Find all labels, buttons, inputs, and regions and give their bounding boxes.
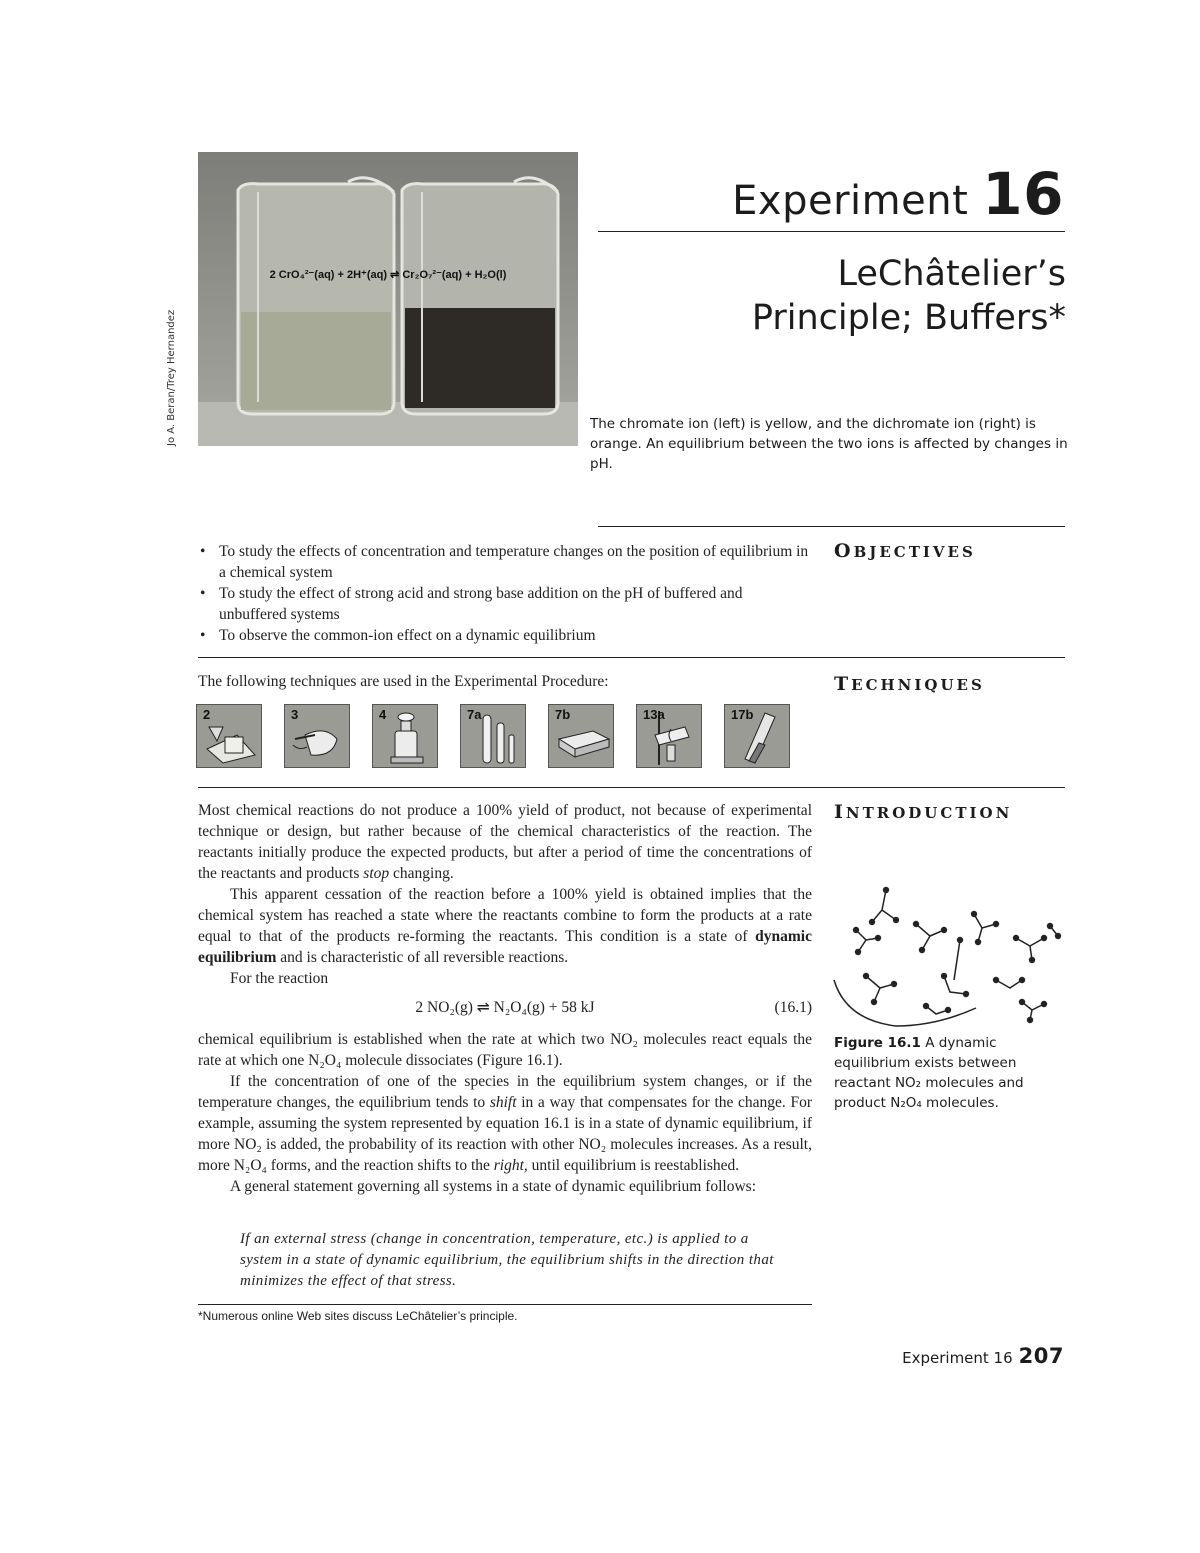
page-title [586,252,1066,340]
introduction-text-continued [198,1029,812,1197]
title-line-2: Principle; Buffers* [751,298,1066,338]
objectives-list [198,541,812,646]
figure-caption [834,1033,1064,1113]
equation: 2 NO₂(g) ⇌ N₂O₄(g) + 58 kJ [415,999,595,1016]
molecule-diagram [826,880,1066,1030]
decant-icon: 3 [284,704,350,768]
list-item: • To study the effects of concentration and temperature changes on the position of equilibrium in a chemical system [198,541,812,583]
techniques-intro: The following techniques are used in the Experimental Procedure: [198,673,609,690]
beakers-photo [198,152,578,446]
experiment-heading [732,160,1064,228]
introduction-heading: INTRODUCTION [834,801,1013,823]
page-footer [902,1344,1064,1368]
ph-paper-icon: 17b [724,704,790,768]
page-number: 207 [1018,1344,1064,1368]
title-line-1: LeChâtelier’s [837,254,1066,294]
lechatelier-principle-statement: If an external stress (change in concentration, temperature, etc.) is applied to a system in a state of dynamic equilibrium, the equilibrium shifts in the direction that minimizes the effect of that stress. [240,1231,774,1289]
techniques-rule [198,657,1065,658]
list-item: • To study the effect of strong acid and strong base addition on the pH of buffered and unbuffered systems [198,583,812,625]
footnote-rule [198,1304,812,1305]
figure-caption-text: A dynamic equilibrium exists between reactant NO₂ molecules and product N₂O₄ molecules. [834,1035,1024,1111]
photo-equation-label: 2 CrO₄²⁻(aq) + 2H⁺(aq) ⇌ Cr₂O₇²⁻(aq) + H₂O(l) [269,269,507,281]
techniques-heading: TECHNIQUES [834,673,985,695]
introduction-rule [198,787,1065,788]
list-item: • To observe the common-ion effect on a dynamic equilibrium [198,625,812,646]
paragraph: Most chemical reactions do not produce a 100% yield of product, not because of experimental technique or design, but rather because of the chemical characteristics of the reaction. The reactants initially produce the expected products, but after a period of time the concentrations of the reactants and products stop changing. [198,802,812,882]
test-tubes-icon: 7a [460,704,526,768]
transfer-solid-icon: 2 [196,704,262,768]
figure-label: Figure 16.1 [834,1035,921,1051]
beakers-illustration [198,152,578,446]
equation-16-1 [198,997,812,1019]
title-rule [598,231,1065,232]
paragraph: For the reaction [230,970,329,987]
heating-icon: 13a [636,704,702,768]
objectives-heading: OBJECTIVES [834,540,976,562]
technique-icons [196,704,816,772]
paragraph: This apparent cessation of the reaction before a 100% yield is obtained implies that the chemical system has reached a state where the reactants combine to form the products at a rate equal to that of the products re-forming the reactants. This condition is a state of dynamic equilibrium and is characteristic of all reversible reactions. [198,886,812,966]
figure-16-1 [826,880,1066,1030]
reagent-bottle-icon: 4 [372,704,438,768]
experiment-number: 16 [982,160,1064,228]
well-plate-icon: 7b [548,704,614,768]
paragraph: chemical equilibrium is established when the rate at which two NO₂ molecules react equals the rate at which one N₂O₄ molecule dissociates (Figure 16.1). [198,1031,812,1069]
photo-caption: The chromate ion (left) is yellow, and the dichromate ion (right) is orange. An equilibrium between the two ions is affected by changes in pH. [590,416,1068,472]
footnote: *Numerous online Web sites discuss LeChâtelier’s principle. [198,1309,518,1323]
footer-text: Experiment 16 [902,1349,1013,1367]
introduction-text [198,800,812,989]
paragraph: If the concentration of one of the species in the equilibrium system changes, or if the temperature changes, the equilibrium tends to shift in a way that compensates for the change. For example, assuming the system represented by equation 16.1 is in a state of dynamic equilibrium, if more NO₂ is added, the probability of its reaction with other NO₂ molecules increases. As a result, more N₂O₄ forms, and the reaction shifts to the right, until equilibrium is reestablished. [198,1073,812,1174]
equation-number: (16.1) [774,999,812,1016]
photo-credit: Jo A. Beran/Trey Hernandez [166,309,177,446]
objectives-rule [598,526,1065,527]
paragraph: A general statement governing all systems in a state of dynamic equilibrium follows: [230,1178,757,1195]
experiment-word: Experiment [732,178,969,224]
